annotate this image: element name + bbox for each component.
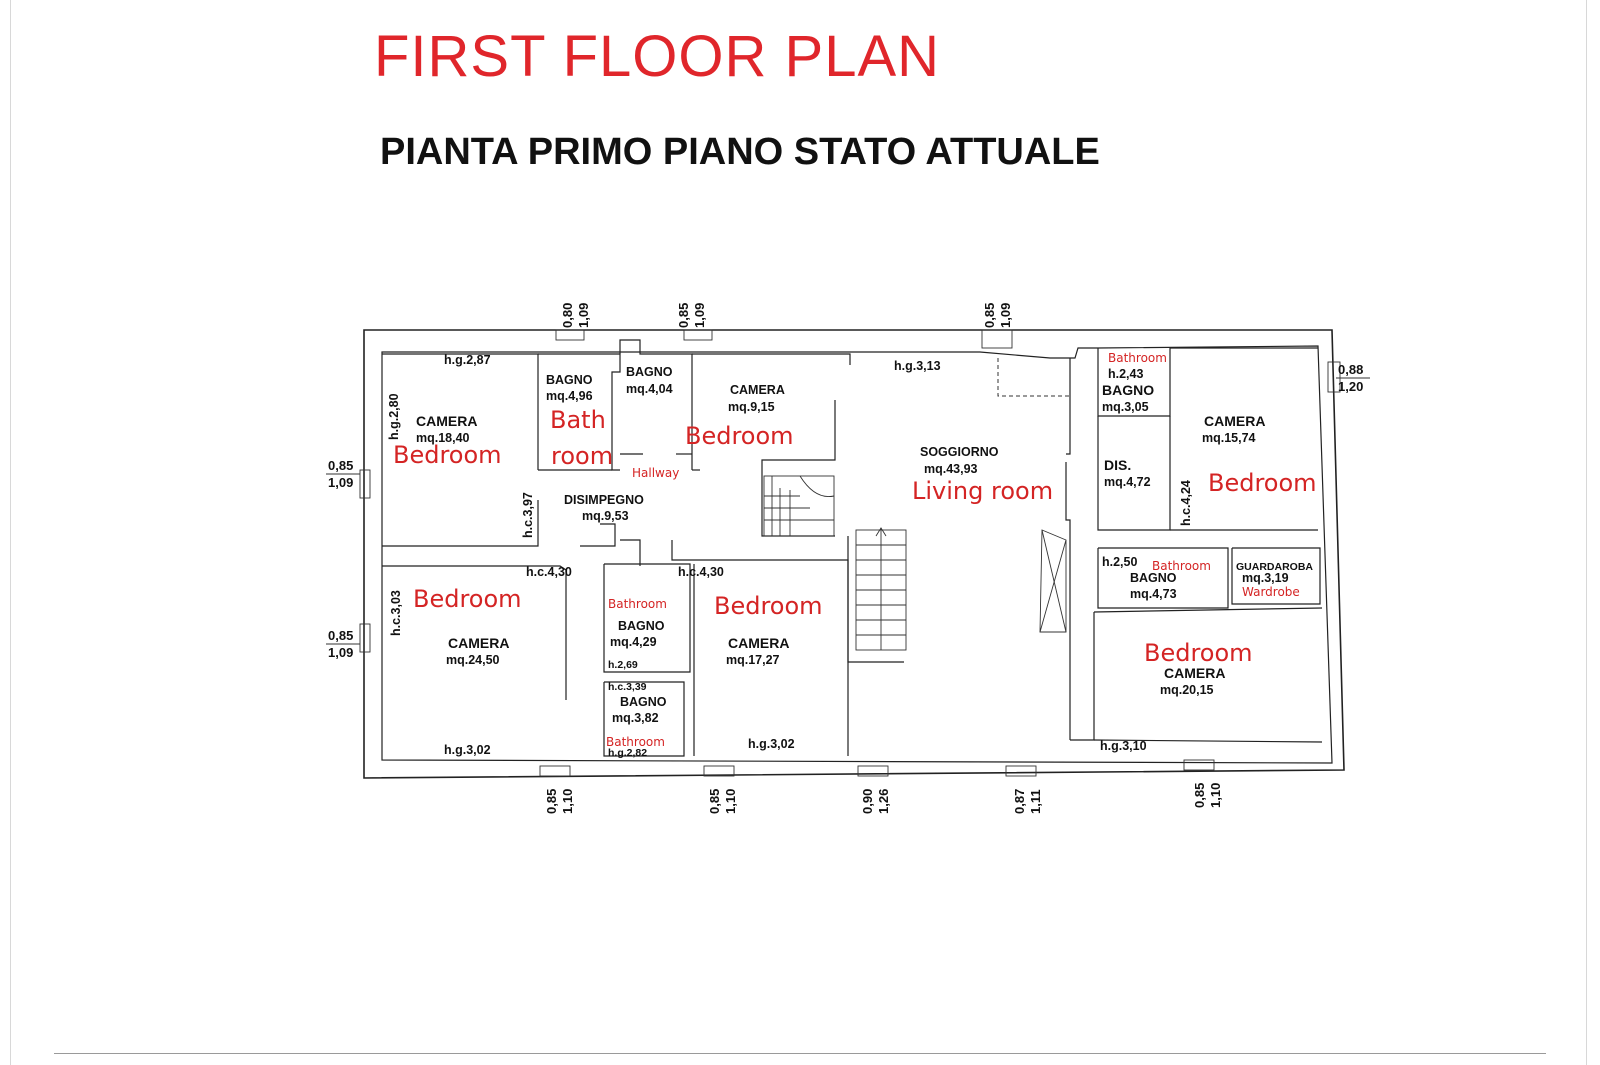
room-area: mq.17,27 (726, 653, 780, 667)
window-height: 1,09 (328, 475, 354, 490)
room-name: CAMERA (730, 383, 785, 397)
room-area: mq.3,82 (612, 711, 659, 725)
window-height: 1,26 (876, 788, 891, 814)
height-label: h.c.3,97 (521, 492, 535, 538)
room-label-en: Bedroom (714, 592, 823, 620)
window-width: 0,85 (676, 302, 691, 328)
height-labels (387, 353, 1193, 759)
staircase-lower (856, 528, 906, 650)
room-label-en: Hallway (632, 466, 680, 480)
window-width: 0,85 (328, 458, 354, 473)
room-name: SOGGIORNO (920, 445, 999, 459)
window-width: 0,85 (1192, 782, 1207, 808)
height-label: h.g.2,82 (608, 747, 648, 759)
room-area: mq.3,19 (1242, 571, 1289, 585)
room-label-en: Bathroom (608, 597, 667, 611)
room-name: BAGNO (618, 619, 665, 633)
window-height: 1,09 (576, 302, 591, 328)
height-label: h.c.3,03 (389, 590, 403, 636)
plan-subtitle: PIANTA PRIMO PIANO STATO ATTUALE (380, 131, 1100, 173)
room-name: CAMERA (1164, 665, 1226, 681)
height-label: h.c.4,24 (1179, 480, 1193, 526)
room-area: mq.20,15 (1160, 683, 1214, 697)
room-area: mq.24,50 (446, 653, 500, 667)
window-width: 0,88 (1338, 362, 1364, 377)
room-label-en: Bedroom (1208, 469, 1317, 497)
room-label-en: Living room (912, 477, 1054, 505)
room-area: mq.9,53 (582, 509, 629, 523)
window-width: 0,80 (560, 302, 575, 328)
room-name: CAMERA (416, 413, 478, 429)
room-label-en: Bedroom (685, 422, 794, 450)
room-name: DIS. (1104, 457, 1132, 473)
window-width: 0,85 (544, 788, 559, 814)
room-label-en: Bathroom (606, 735, 665, 749)
height-label: h.2,50 (1102, 555, 1138, 569)
height-label: h.c.4,30 (678, 565, 724, 579)
room-name: CAMERA (728, 635, 790, 651)
room-label-en: Bathroom (1152, 559, 1211, 573)
wall-openings (360, 330, 1340, 776)
room-label-en: Bedroom (413, 585, 522, 613)
room-label-en: Bath (550, 406, 606, 434)
room-name: BAGNO (620, 695, 667, 709)
room-area: mq.43,93 (924, 462, 978, 476)
window-width: 0,87 (1012, 788, 1027, 814)
window-height: 1,10 (723, 788, 738, 814)
room-area: mq.4,96 (546, 389, 593, 403)
height-label: h.c.3,39 (608, 681, 647, 693)
window-width: 0,85 (707, 788, 722, 814)
window-height: 1,09 (328, 645, 354, 660)
room-name: GUARDAROBA (1236, 561, 1313, 573)
room-label-en: Wardrobe (1242, 585, 1300, 599)
room-label-en: Bathroom (1108, 351, 1167, 365)
room-name: CAMERA (448, 635, 510, 651)
height-label: h.c.4,30 (526, 565, 572, 579)
height-label: h.g.2,80 (387, 393, 401, 440)
window-height: 1,09 (998, 302, 1013, 328)
window-height: 1,20 (1338, 379, 1364, 394)
room-area: mq.4,72 (1104, 475, 1151, 489)
room-area: mq.15,74 (1202, 431, 1256, 445)
window-height: 1,10 (1208, 782, 1223, 808)
window-width: 0,85 (328, 628, 354, 643)
room-label-en: room (551, 442, 614, 470)
plan-title: FIRST FLOOR PLAN (374, 24, 941, 89)
height-label: h.g.3,02 (444, 743, 491, 757)
room-name: BAGNO (626, 365, 673, 379)
window-height: 1,11 (1028, 789, 1043, 814)
window-width: 0,85 (982, 302, 997, 328)
height-label: h.g.2,87 (444, 353, 491, 367)
room-label-en: Bedroom (1144, 639, 1253, 667)
room-area: mq.4,73 (1130, 587, 1177, 601)
room-name: BAGNO (1130, 571, 1177, 585)
outer-walls (364, 330, 1344, 778)
height-label: h.g.3,02 (748, 737, 795, 751)
room-area: mq.18,40 (416, 431, 470, 445)
height-label: h.2,43 (1108, 367, 1144, 381)
height-label: h.2,69 (608, 659, 638, 671)
room-area: mq.3,05 (1102, 400, 1149, 414)
room-name: CAMERA (1204, 413, 1266, 429)
window-height: 1,09 (692, 302, 707, 328)
room-label-en: Bedroom (393, 441, 502, 469)
height-label: h.g.3,10 (1100, 739, 1147, 753)
room-name: BAGNO (546, 373, 593, 387)
staircase-upper (764, 476, 834, 536)
window-width: 0,90 (860, 788, 875, 814)
window-height: 1,10 (560, 788, 575, 814)
room-area: mq.9,15 (728, 400, 775, 414)
room-area: mq.4,04 (626, 382, 673, 396)
room-name: BAGNO (1102, 382, 1155, 398)
height-label: h.g.3,13 (894, 359, 941, 373)
room-name: DISIMPEGNO (564, 493, 644, 507)
room-area: mq.4,29 (610, 635, 657, 649)
